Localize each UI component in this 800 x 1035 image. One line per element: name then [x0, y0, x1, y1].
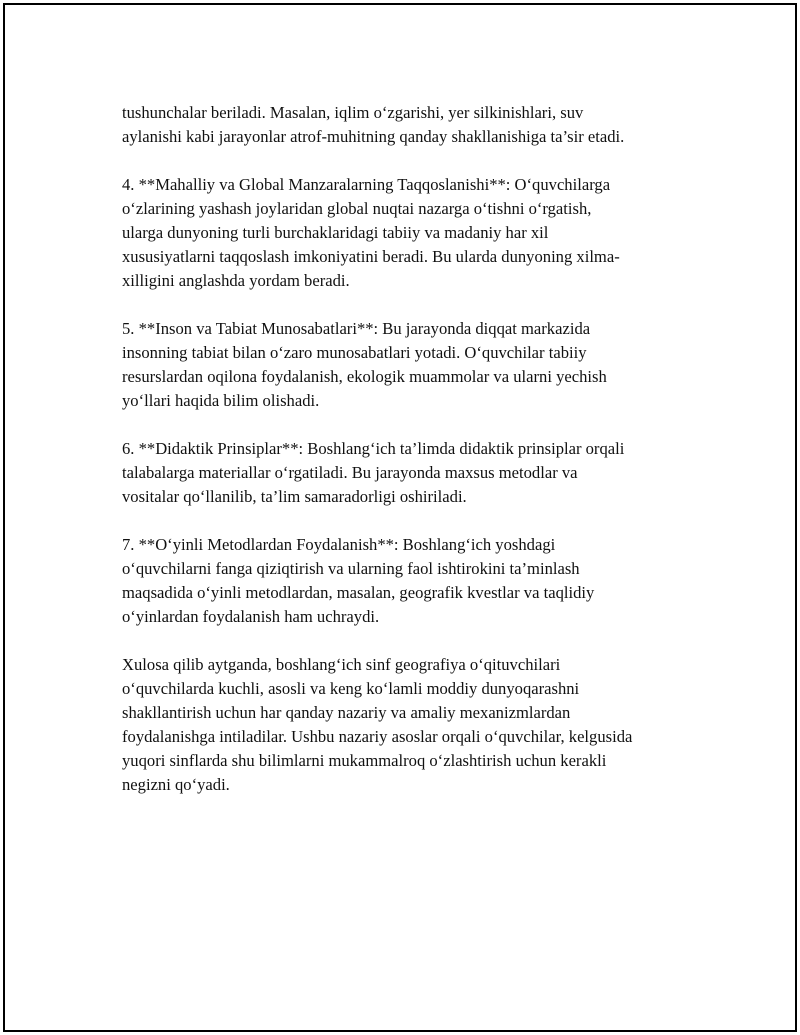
text-line: 4. **Mahalliy va Global Manzaralarning Taqqoslanishi**: O‘quvchilarga	[122, 175, 611, 194]
text-line: aylanishi kabi jarayonlar atrof-muhitning qanday shakllanishiga ta’sir etadi.	[122, 127, 625, 146]
text-line: o‘yinlardan foydalanish ham uchraydi.	[122, 607, 380, 626]
text-line: yuqori sinflarda shu bilimlarni mukammalroq o‘zlashtirish uchun kerakli	[122, 751, 607, 770]
paragraph-item-7	[122, 533, 702, 629]
text-line: o‘quvchilarni fanga qiziqtirish va ularning faol ishtirokini ta’minlash	[122, 559, 580, 578]
paragraph-item-5	[122, 317, 702, 413]
text-line: o‘quvchilarda kuchli, asosli va keng ko‘lamli moddiy dunyoqarashni	[122, 679, 580, 698]
text-line: insonning tabiat bilan o‘zaro munosabatlari yotadi. O‘quvchilar tabiiy	[122, 343, 587, 362]
text-line: 6. **Didaktik Prinsiplar**: Boshlang‘ich ta’limda didaktik prinsiplar orqali	[122, 439, 625, 458]
text-line: o‘zlarining yashash joylaridan global nuqtai nazarga o‘tishni o‘rgatish,	[122, 199, 592, 218]
text-line: maqsadida o‘yinli metodlardan, masalan, geografik kvestlar va taqlidiy	[122, 583, 595, 602]
text-line: Xulosa qilib aytganda, boshlang‘ich sinf geografiya o‘qituvchilari	[122, 655, 561, 674]
text-line: yo‘llari haqida bilim olishadi.	[122, 391, 320, 410]
paragraph-conclusion	[122, 653, 702, 797]
text-line: ularga dunyoning turli burchaklaridagi tabiiy va madaniy har xil	[122, 223, 549, 242]
paragraph-item-6	[122, 437, 702, 509]
text-line: vositalar qo‘llanilib, ta’lim samaradorligi oshiriladi.	[122, 487, 467, 506]
document-body	[122, 101, 702, 821]
paragraph-continuation	[122, 101, 702, 149]
page-frame	[3, 3, 797, 1032]
text-line: xususiyatlarni taqqoslash imkoniyatini beradi. Bu ularda dunyoning xilma-	[122, 247, 620, 266]
text-line: foydalanishga intiladilar. Ushbu nazariy asoslar orqali o‘quvchilar, kelgusida	[122, 727, 633, 746]
text-line: resurslardan oqilona foydalanish, ekologik muammolar va ularni yechish	[122, 367, 607, 386]
text-line: 7. **O‘yinli Metodlardan Foydalanish**: Boshlang‘ich yoshdagi	[122, 535, 556, 554]
text-line: 5. **Inson va Tabiat Munosabatlari**: Bu jarayonda diqqat markazida	[122, 319, 591, 338]
text-line: negizni qo‘yadi.	[122, 775, 230, 794]
text-line: xilligini anglashda yordam beradi.	[122, 271, 350, 290]
text-line: tushunchalar beriladi. Masalan, iqlim o‘zgarishi, yer silkinishlari, suv	[122, 103, 584, 122]
text-line: shakllantirish uchun har qanday nazariy va amaliy mexanizmlardan	[122, 703, 571, 722]
paragraph-item-4	[122, 173, 702, 293]
text-line: talabalarga materiallar o‘rgatiladi. Bu jarayonda maxsus metodlar va	[122, 463, 578, 482]
